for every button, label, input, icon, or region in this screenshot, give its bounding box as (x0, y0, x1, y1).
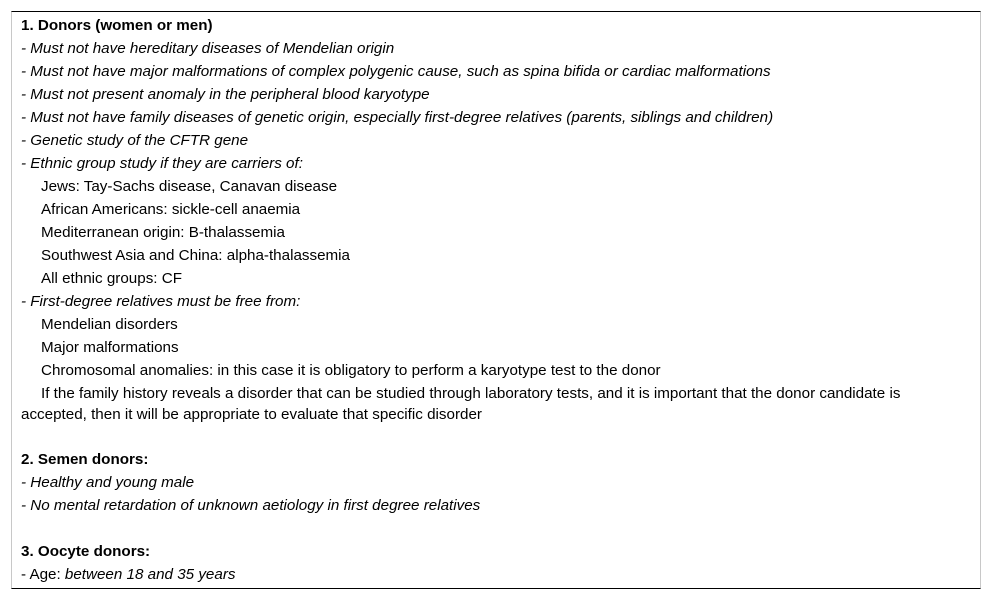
list-item: - Must not have major malformations of complex polygenic cause, such as spina bifida or cardiac malformations (21, 63, 771, 80)
spacer (21, 517, 967, 540)
list-item: - Must not have hereditary diseases of Mendelian origin (21, 40, 395, 57)
age-row (21, 563, 967, 586)
ethnic-item: Jews: Tay-Sachs disease, Canavan disease (41, 178, 338, 195)
family-history-text: If the family history reveals a disorder that can be studied through laboratory tests, and it is important that the donor candidate is accepted, then it will be appropriate to evaluate that specific disorder (21, 385, 901, 423)
donor-criteria-table (11, 11, 981, 589)
section-donors-heading: 1. Donors (women or men) (21, 17, 213, 34)
ethnic-item: All ethnic groups: CF (41, 270, 182, 287)
ethnic-group-intro: - Ethnic group study if they are carriers of: (21, 155, 303, 172)
list-item: - Genetic study of the CFTR gene (21, 132, 249, 149)
section-oocyte-heading: 3. Oocyte donors: (21, 543, 151, 560)
list-item: - Must not present anomaly in the peripheral blood karyotype (21, 86, 430, 103)
list-item: - No mental retardation of unknown aetiology in first degree relatives (21, 497, 481, 514)
age-label: - Age: (21, 566, 65, 583)
relatives-item: Mendelian disorders (41, 316, 178, 333)
ethnic-item: Southwest Asia and China: alpha-thalassemia (41, 247, 350, 264)
relatives-intro: - First-degree relatives must be free from: (21, 293, 301, 310)
spacer (21, 425, 967, 448)
table-cell (21, 14, 967, 586)
relatives-item: Chromosomal anomalies: in this case it is obligatory to perform a karyotype test to the donor (41, 362, 661, 379)
list-item: - Healthy and young male (21, 474, 195, 491)
age-value: between 18 and 35 years (64, 566, 236, 583)
ethnic-item: Mediterranean origin: B-thalassemia (41, 224, 285, 241)
section-semen-heading: 2. Semen donors: (21, 451, 149, 468)
relatives-item: Major malformations (41, 339, 179, 356)
ethnic-item: African Americans: sickle-cell anaemia (41, 201, 301, 218)
list-item: - Must not have family diseases of genetic origin, especially first-degree relatives (parents, siblings and children) (21, 109, 774, 126)
family-history-note (21, 383, 967, 425)
